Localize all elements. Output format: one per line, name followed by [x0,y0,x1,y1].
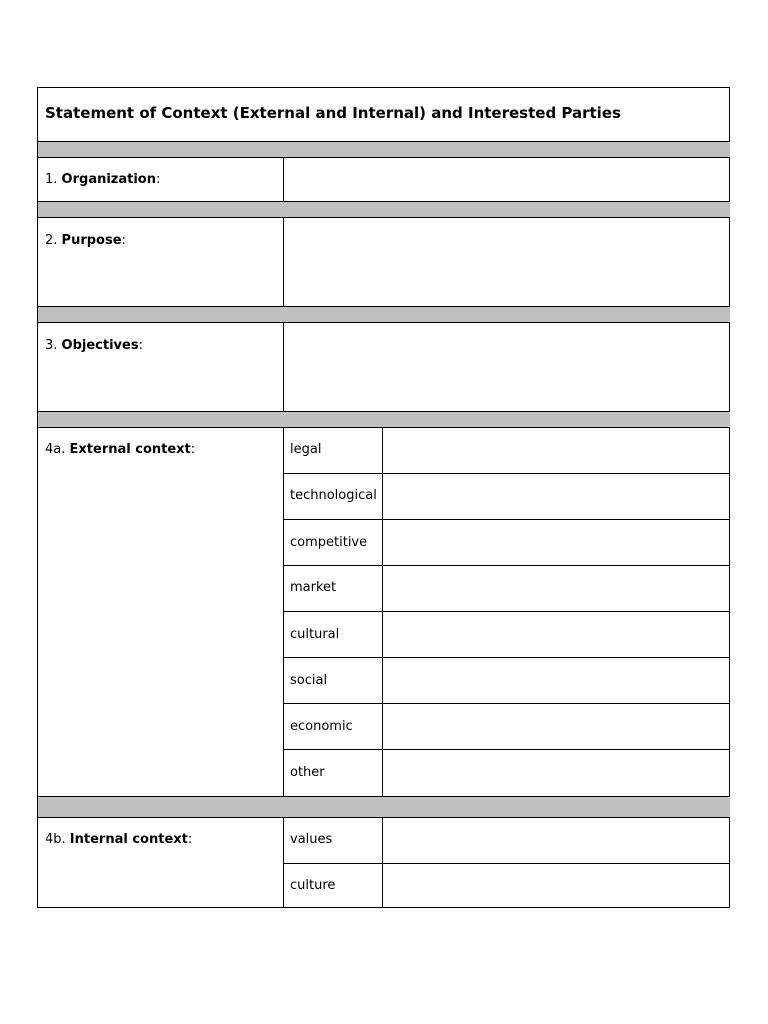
section-number: 1. [45,172,58,187]
external-context-label [45,442,195,457]
external-technological-field[interactable] [383,474,730,519]
label-colon: : [156,172,161,187]
column-rule [283,817,284,908]
external-item-label: competitive [290,535,368,550]
internal-item-label: values [290,832,333,847]
section-number: 4a. [45,442,66,457]
section-title: External context [69,442,191,457]
external-legal-field[interactable] [383,428,730,473]
separator-band [38,142,730,157]
column-rule [283,427,284,797]
label-colon: : [187,832,193,847]
table-rule [37,201,730,202]
label-colon: : [121,233,126,248]
external-item-label: legal [290,442,322,457]
external-market-field[interactable] [383,566,730,611]
objectives-field[interactable] [284,323,730,411]
external-item-label: other [290,765,325,780]
separator-band [38,412,730,427]
table-rule [37,306,730,307]
external-competitive-field[interactable] [383,520,730,565]
purpose-field[interactable] [284,218,730,306]
purpose-label [45,233,126,248]
form-title: Statement of Context (External and Internal) and Interested Parties [45,104,621,122]
objectives-label [45,338,143,353]
organization-field[interactable] [284,158,730,201]
section-title: Purpose [61,233,122,248]
internal-item-label: culture [290,878,336,893]
external-social-field[interactable] [383,658,730,703]
separator-band [38,797,730,817]
label-colon: : [138,338,143,353]
internal-context-label [45,832,192,847]
external-item-label: cultural [290,627,340,642]
label-colon: : [190,442,196,457]
internal-values-field[interactable] [383,818,730,863]
section-title: Internal context [69,832,188,847]
external-economic-field[interactable] [383,704,730,749]
external-item-label: social [290,673,328,688]
section-number: 2. [45,233,58,248]
table-rule [37,411,730,412]
section-number: 4b. [45,832,66,847]
external-item-label: economic [290,719,353,734]
external-other-field[interactable] [383,750,730,796]
organization-label [45,172,160,187]
section-title: Objectives [61,338,139,353]
external-cultural-field[interactable] [383,612,730,657]
internal-culture-field[interactable] [383,864,730,908]
external-item-label: technological [290,488,377,503]
section-number: 3. [45,338,58,353]
table-rule [37,796,730,797]
section-title: Organization [61,172,156,187]
table-rule [37,141,730,142]
separator-band [38,202,730,217]
external-item-label: market [290,580,337,595]
separator-band [38,307,730,322]
